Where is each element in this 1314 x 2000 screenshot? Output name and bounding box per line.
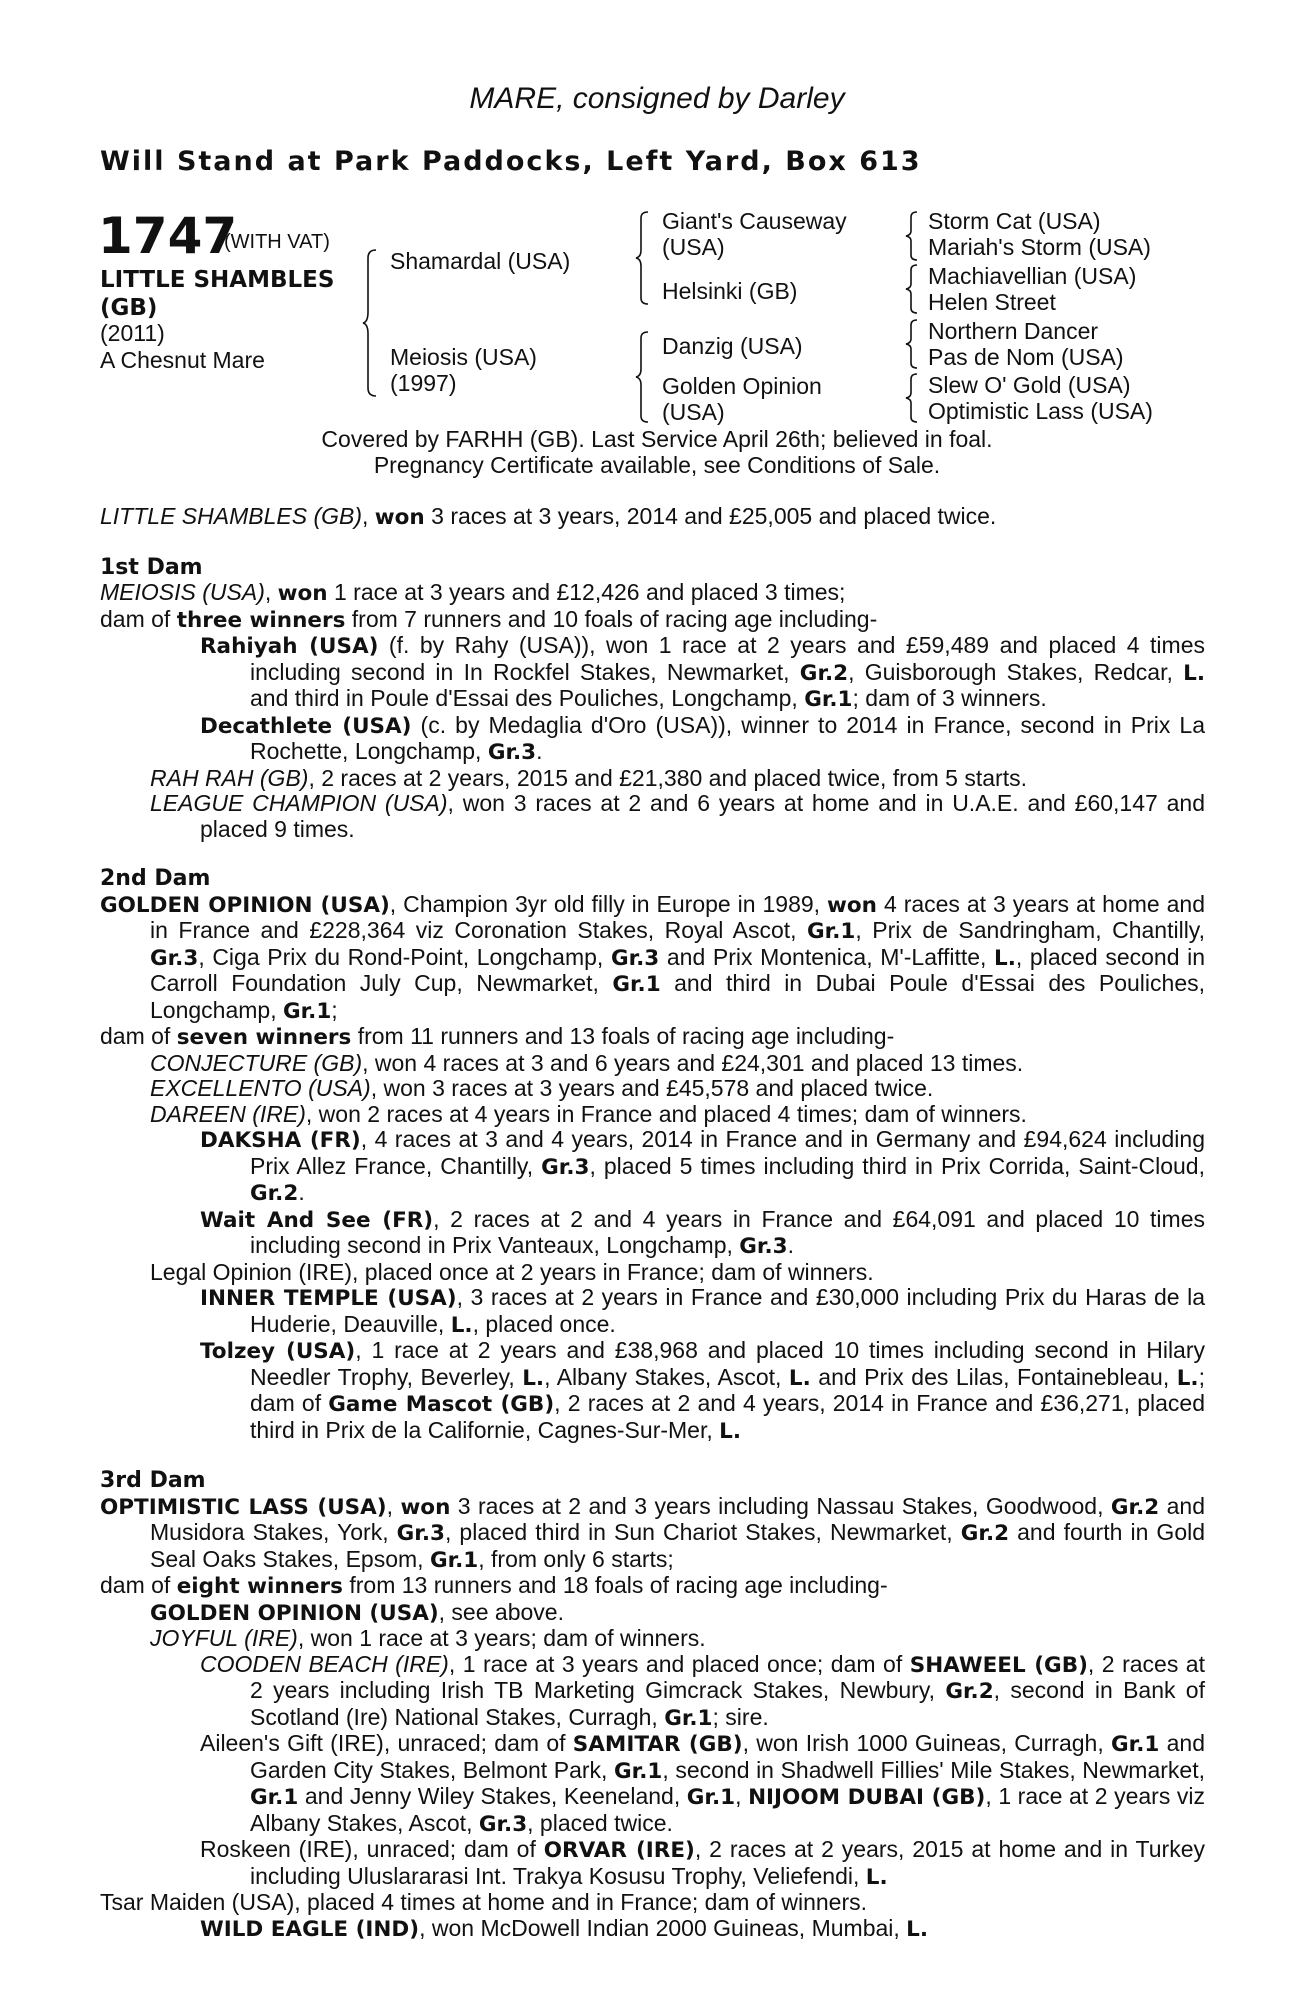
horse-name-line2: (GB) xyxy=(100,295,158,321)
pedigree-bracket-sire xyxy=(634,210,654,306)
list-item: CONJECTURE (GB), won 4 races at 3 and 6 years and £24,301 and placed 13 times. xyxy=(150,1049,1024,1076)
stand-location: Will Stand at Park Paddocks, Left Yard, Box 613 xyxy=(100,146,922,177)
ped-dd-line2: (USA) xyxy=(662,399,725,425)
list-item: GOLDEN OPINION (USA), see above. xyxy=(150,1598,564,1626)
ped-dam-line2: (1997) xyxy=(390,370,457,396)
ped-ds: Danzig (USA) xyxy=(662,333,803,359)
produce-record xyxy=(100,504,1205,1942)
summary-line: LITTLE SHAMBLES (GB), won 3 races at 3 years, 2014 and £25,005 and placed twice. xyxy=(100,503,997,530)
list-item: DAKSHA (FR), 4 races at 3 and 4 years, 2014 in France and in Germany and £94,624 including Prix Allez France, Chantilly, Gr.3, placed 5 times including third in Prix Corrida, Saint-Cloud, Gr.2. xyxy=(200,1126,1205,1206)
horse-info xyxy=(100,320,265,374)
horse-description: A Chesnut Mare xyxy=(100,347,265,373)
third-dam-heading: 3rd Dam xyxy=(100,1468,206,1493)
ped-dam xyxy=(390,344,537,396)
page-title: MARE, consigned by Darley xyxy=(469,82,845,115)
ped-sd: Helsinki (GB) xyxy=(662,278,798,304)
ped-ss-line2: (USA) xyxy=(662,234,725,260)
ped-dss: Northern Dancer xyxy=(928,318,1099,344)
list-item: JOYFUL (IRE), won 1 race at 3 years; dam of winners. xyxy=(150,1625,706,1651)
horse-year: (2011) xyxy=(100,320,165,346)
first-dam-entry: MEIOSIS (USA), won 1 race at 3 years and £12,426 and placed 3 times; xyxy=(100,579,846,606)
list-item: Legal Opinion (IRE), placed once at 2 years in France; dam of winners. xyxy=(150,1258,874,1285)
list-item: Tsar Maiden (USA), placed 4 times at home and in France; dam of winners. xyxy=(100,1889,868,1915)
lot-number: 1747 xyxy=(98,207,238,265)
horse-name xyxy=(100,266,370,322)
ped-sds: Machiavellian (USA) xyxy=(928,263,1137,289)
third-dam-produce: dam of eight winners from 13 runners and 18 foals of racing age including- xyxy=(100,1572,888,1599)
vat-note: (WITH VAT) xyxy=(224,231,330,253)
ped-sire: Shamardal (USA) xyxy=(390,248,571,274)
ped-dsd: Pas de Nom (USA) xyxy=(928,344,1124,370)
first-dam-produce: dam of three winners from 7 runners and 10 foals of racing age including- xyxy=(100,605,878,633)
ped-ssd: Mariah's Storm (USA) xyxy=(928,234,1151,260)
ped-ddd: Optimistic Lass (USA) xyxy=(928,398,1153,424)
horse-name-line1: LITTLE SHAMBLES xyxy=(100,267,335,293)
pedigree-bracket-main xyxy=(362,248,382,398)
second-dam-heading: 2nd Dam xyxy=(100,866,211,891)
pregnancy-note: Pregnancy Certificate available, see Conditions of Sale. xyxy=(373,452,941,478)
second-dam-produce: dam of seven winners from 11 runners and 13 foals of racing age including- xyxy=(100,1023,895,1050)
pedigree-bracket-dd xyxy=(904,372,922,424)
covering-note: Covered by FARHH (GB). Last Service April 26th; believed in foal. xyxy=(321,426,993,452)
ped-dd xyxy=(662,373,822,425)
list-item: LEAGUE CHAMPION (USA), won 3 races at 2 and 6 years at home and in U.A.E. and £60,147 and placed 9 times. xyxy=(150,790,1206,842)
list-item: Roskeen (IRE), unraced; dam of ORVAR (IRE), 2 races at 2 years, 2015 at home and in Turkey including Uluslararasi Int. Trakya Kosusu Trophy, Veliefendi, L. xyxy=(200,1836,1205,1890)
third-dam-entry: OPTIMISTIC LASS (USA), won 3 races at 2 and 3 years including Nassau Stakes, Goodwood, Gr.2 and Musidora Stakes, York, Gr.3, placed third in Sun Chariot Stakes, Newmarket, Gr.2 and fourth in Gold Seal Oaks Stakes, Epsom, Gr.1, from only 6 starts; xyxy=(100,1492,1206,1573)
pedigree-bracket-sd xyxy=(904,263,922,315)
ped-dam-line1: Meiosis (USA) xyxy=(390,344,537,370)
pedigree-bracket-ss xyxy=(904,210,922,262)
first-dam-heading: 1st Dam xyxy=(100,554,203,580)
list-item: DAREEN (IRE), won 2 races at 4 years in France and placed 4 times; dam of winners. xyxy=(150,1100,1027,1127)
ped-ss-line1: Giant's Causeway xyxy=(662,208,847,234)
ped-ss xyxy=(662,208,847,260)
list-item: COODEN BEACH (IRE), 1 race at 3 years and placed once; dam of SHAWEEL (GB), 2 races at 2 years including Irish TB Marketing Gimcrack Stakes, Newbury, Gr.2, second in Bank of Scotland (Ire) National Stakes, Curragh, Gr.1; sire. xyxy=(200,1650,1205,1731)
list-item: WILD EAGLE (IND), won McDowell Indian 2000 Guineas, Mumbai, L. xyxy=(200,1914,929,1942)
list-item: RAH RAH (GB), 2 races at 2 years, 2015 and £21,380 and placed twice, from 5 starts. xyxy=(150,764,1027,791)
list-item: Wait And See (FR), 2 races at 2 and 4 years in France and £64,091 and placed 10 times including second in Prix Vanteaux, Longchamp, Gr.3. xyxy=(200,1205,1205,1259)
ped-dd-line1: Golden Opinion xyxy=(662,373,822,399)
ped-sss: Storm Cat (USA) xyxy=(928,208,1101,234)
list-item: INNER TEMPLE (USA), 3 races at 2 years in France and £30,000 including Prix du Haras de la Huderie, Deauville, L., placed once. xyxy=(200,1284,1205,1338)
pedigree-bracket-dam xyxy=(634,330,654,424)
list-item: Rahiyah (USA) (f. by Rahy (USA)), won 1 race at 2 years and £59,489 and placed 4 times including second in In Rockfel Stakes, Newmarket, Gr.2, Guisborough Stakes, Redcar, L. and third in Poule d'Essai des Pouliches, Longchamp, Gr.1; dam of 3 winners. xyxy=(200,632,1205,712)
pedigree-bracket-ds xyxy=(904,318,922,370)
list-item: EXCELLENTO (USA), won 3 races at 3 years and £45,578 and placed twice. xyxy=(150,1075,934,1101)
list-item: Tolzey (USA), 1 race at 2 years and £38,968 and placed 10 times including second in Hilary Needler Trophy, Beverley, L., Albany Stakes, Ascot, L. and Prix des Lilas, Fontainebleau, L.; dam of Game Mascot (GB), 2 races at 2 and 4 years, 2014 in France and £36,271, placed third in Prix de la Californie, Cagnes-Sur-Mer, L. xyxy=(200,1337,1206,1444)
ped-sdd: Helen Street xyxy=(928,289,1056,315)
list-item: Decathlete (USA) (c. by Medaglia d'Oro (USA)), winner to 2014 in France, second in Prix La Rochette, Longchamp, Gr.3. xyxy=(200,711,1206,765)
ped-dds: Slew O' Gold (USA) xyxy=(928,372,1131,398)
list-item: Aileen's Gift (IRE), unraced; dam of SAMITAR (GB), won Irish 1000 Guineas, Curragh, Gr.1 and Garden City Stakes, Belmont Park, Gr.1, second in Shadwell Fillies' Mile Stakes, Newmarket, Gr.1 and Jenny Wiley Stakes, Keeneland, Gr.1, NIJOOM DUBAI (GB), 1 race at 2 years viz Albany Stakes, Ascot, Gr.3, placed twice. xyxy=(200,1730,1206,1837)
second-dam-entry: GOLDEN OPINION (USA), Champion 3yr old filly in Europe in 1989, won 4 races at 3 years at home and in France and £228,364 viz Coronation Stakes, Royal Ascot, Gr.1, Prix de Sandringham, Chantilly, Gr.3, Ciga Prix du Rond-Point, Longchamp, Gr.3 and Prix Montenica, M'-Laffitte, L., placed second in Carroll Foundation July Cup, Newmarket, Gr.1 and third in Dubai Poule d'Essai des Pouliches, Longchamp, Gr.1; xyxy=(100,890,1205,1024)
